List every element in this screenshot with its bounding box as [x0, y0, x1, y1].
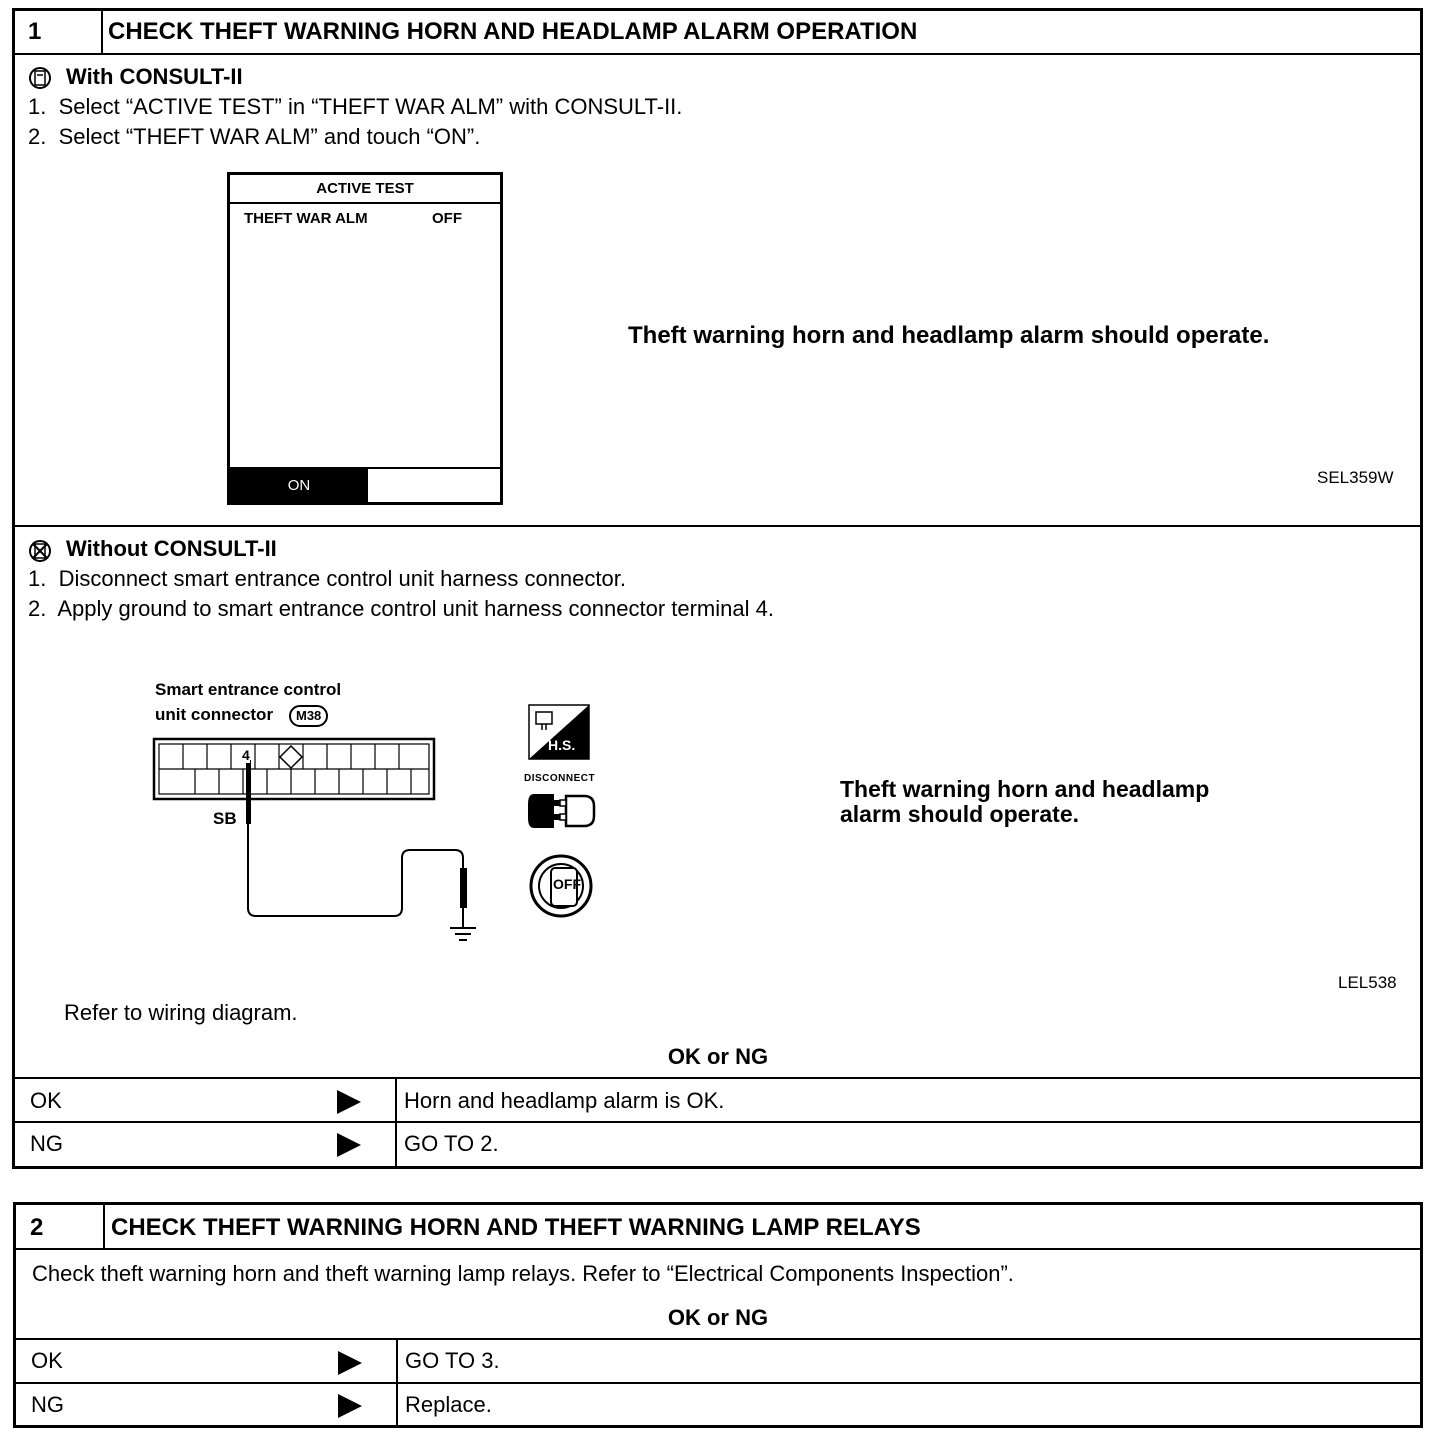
step-1-result-ok-action: Horn and headlamp alarm is OK. [404, 1088, 725, 1113]
step-2-result-ng-action: Replace. [405, 1392, 492, 1417]
consult-step-2: 2. Select “THEFT WAR ALM” and touch “ON”. [28, 124, 481, 149]
no-consult-result-line-1: Theft warning horn and headlamp [840, 776, 1210, 802]
step-2-body: Check theft warning horn and theft warning lamp relays. Refer to “Electrical Components Inspection”. [32, 1261, 1014, 1286]
disconnect-label: DISCONNECT [524, 773, 596, 784]
connector-label-line-2: unit connector [155, 705, 274, 724]
step-1-title: CHECK THEFT WARNING HORN AND HEADLAMP ALARM OPERATION [108, 18, 918, 45]
refer-wiring-diagram[interactable]: Refer to wiring diagram. [64, 1000, 298, 1025]
step-1-header-rule [14, 53, 1421, 55]
figure-id-lel538: LEL538 [1338, 973, 1397, 992]
connector-id-badge [289, 705, 328, 727]
no-consult-icon [28, 539, 58, 563]
screen-on-button[interactable] [230, 469, 368, 502]
without-consult-heading: Without CONSULT-II [66, 536, 277, 561]
screen-on-label: ON [287, 477, 311, 494]
step-2-result-ng-status: NG [31, 1392, 64, 1417]
connector-diagram [150, 736, 500, 946]
screen-title: ACTIVE TEST [316, 180, 414, 197]
step-1-results-divider [395, 1078, 397, 1166]
step-1-results-mid-rule [14, 1121, 1421, 1123]
step-2-results-mid-rule [15, 1382, 1421, 1384]
consult-screen [227, 172, 503, 505]
no-consult-step-2: 2. Apply ground to smart entrance control unit harness connector terminal 4. [28, 596, 774, 621]
connector-label-line-1: Smart entrance control [155, 680, 342, 699]
no-consult-step-1: 1. Disconnect smart entrance control unit harness connector. [28, 566, 626, 591]
step-1-results-top-rule [14, 1077, 1421, 1079]
step-2-results-top-rule [15, 1338, 1421, 1340]
step-1-result-ok-status: OK [30, 1088, 62, 1113]
section-divider [14, 525, 1421, 527]
step-2-header-divider [103, 1204, 105, 1248]
consult-icon [28, 66, 58, 90]
wire-color: SB [213, 809, 237, 828]
step-2-ok-ng-heading: OK or NG [667, 1305, 769, 1330]
step-1-ok-ng-heading: OK or NG [667, 1044, 769, 1069]
step-2-number: 2 [30, 1214, 44, 1241]
step-2-header-rule [15, 1248, 1421, 1250]
consult-step-1: 1. Select “ACTIVE TEST” in “THEFT WAR ALM” with CONSULT-II. [28, 94, 683, 119]
step-1-header-divider [101, 10, 103, 54]
no-consult-result-line-2: alarm should operate. [840, 801, 1080, 827]
screen-title-rule [230, 202, 500, 204]
step-1-result-ng-arrow [337, 1133, 361, 1157]
hs-label: H.S. [548, 737, 576, 753]
step-1-result-ng-action[interactable]: GO TO 2. [404, 1131, 499, 1156]
screen-item-value: OFF [432, 210, 462, 227]
figure-id-sel359w: SEL359W [1317, 468, 1394, 487]
ignition-off-label: OFF [553, 876, 581, 892]
with-consult-heading: With CONSULT-II [66, 64, 243, 89]
step-2-results-divider [396, 1339, 398, 1426]
step-1-number: 1 [28, 18, 42, 45]
step-2-result-ok-action[interactable]: GO TO 3. [405, 1348, 500, 1373]
disconnect-icon [524, 786, 600, 836]
step-2-result-ng-arrow [338, 1394, 362, 1418]
screen-item-label: THEFT WAR ALM [244, 210, 368, 227]
terminal-number: 4 [242, 747, 250, 763]
step-1-result-ng-status: NG [30, 1131, 63, 1156]
consult-result: Theft warning horn and headlamp alarm should operate. [628, 322, 1270, 349]
step-1-result-ok-arrow [337, 1090, 361, 1114]
step-2-title: CHECK THEFT WARNING HORN AND THEFT WARNING LAMP RELAYS [111, 1214, 921, 1241]
step-2-result-ok-arrow [338, 1351, 362, 1375]
step-2-result-ok-status: OK [31, 1348, 63, 1373]
connector-id: M38 [296, 708, 322, 723]
